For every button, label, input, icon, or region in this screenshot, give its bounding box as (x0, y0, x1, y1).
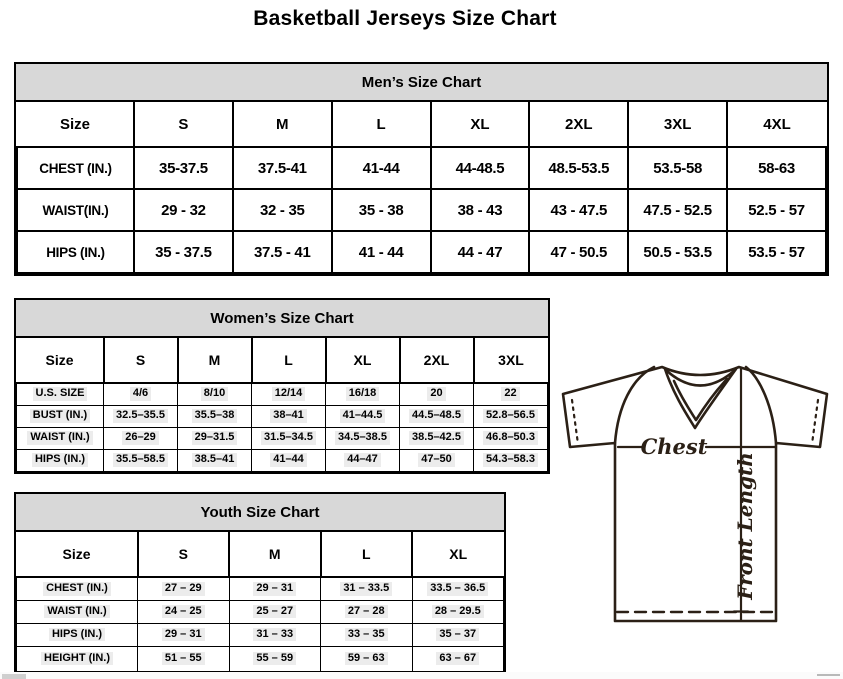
front-length-label: Front Length (733, 452, 757, 600)
size-value: 53.5 - 57 (748, 243, 805, 261)
page-title: Basketball Jerseys Size Chart (253, 7, 557, 30)
size-value: 52.8–56.5 (483, 409, 538, 423)
size-value: 51 – 55 (162, 652, 205, 666)
size-value: 35 – 37 (436, 628, 479, 642)
scrollbar-thumb-right[interactable] (817, 674, 840, 676)
size-value: 29–31.5 (192, 431, 238, 445)
column-header: Size (17, 102, 134, 147)
size-value: 8/10 (201, 387, 228, 401)
size-value: 41-44 (362, 159, 400, 177)
cuff-dash-right (812, 400, 818, 444)
size-value: 59 – 63 (345, 652, 388, 666)
size-value: 35 - 38 (358, 201, 404, 219)
size-value: 38–41 (270, 409, 307, 423)
row-label: WAIST(IN.) (42, 202, 109, 218)
size-value: 31 – 33 (253, 628, 296, 642)
table-row (17, 646, 504, 671)
size-value: 38.5–42.5 (409, 431, 464, 445)
column-header: 3XL (628, 102, 727, 147)
table-row (17, 427, 548, 449)
mens-chart-title: Men’s Size Chart (16, 64, 827, 102)
column-header: 2XL (529, 102, 628, 147)
size-value: 33 – 35 (345, 628, 388, 642)
size-value: 38 - 43 (457, 201, 503, 219)
size-value: 41–44 (270, 453, 307, 467)
column-header: 4XL (727, 102, 826, 147)
column-header: S (138, 532, 230, 577)
size-value: 35.5–38 (192, 409, 238, 423)
size-value: 4/6 (130, 387, 151, 401)
size-value: 55 – 59 (253, 652, 296, 666)
size-value: 24 – 25 (162, 605, 205, 619)
column-header: XL (412, 532, 504, 577)
size-value: 32.5–35.5 (113, 409, 168, 423)
column-header: Size (17, 338, 104, 383)
size-value: 41–44.5 (340, 409, 386, 423)
jersey-armhole-right (746, 367, 776, 443)
column-header: S (104, 338, 178, 383)
mens-size-table (16, 102, 827, 274)
size-value: 63 – 67 (436, 652, 479, 666)
column-header: 3XL (474, 338, 548, 383)
size-value: 12/14 (272, 387, 306, 401)
column-header: L (332, 102, 431, 147)
row-label: HIPS (IN.) (32, 453, 88, 467)
cuff-dash-left (572, 400, 578, 444)
row-label: CHEST (IN.) (43, 582, 111, 596)
size-value: 58-63 (758, 159, 795, 177)
size-value: 31.5–34.5 (261, 431, 316, 445)
header-row (17, 532, 504, 577)
header-row (17, 338, 548, 383)
jersey-measurement-diagram (550, 354, 843, 646)
row-label: HIPS (IN.) (46, 244, 105, 260)
table-row (17, 577, 504, 600)
table-row (17, 623, 504, 646)
size-value: 41 - 44 (358, 243, 404, 261)
table-row (17, 405, 548, 427)
column-header: M (229, 532, 321, 577)
womens-size-chart (14, 298, 550, 474)
size-value: 35.5–58.5 (113, 453, 168, 467)
size-value: 44–47 (344, 453, 381, 467)
row-label: BUST (IN.) (30, 409, 90, 423)
chest-label: Chest (640, 434, 708, 459)
size-value: 29 - 32 (161, 201, 206, 219)
row-label: HEIGHT (IN.) (41, 652, 113, 666)
table-row (17, 600, 504, 623)
column-header: L (321, 532, 413, 577)
row-label: CHEST (IN.) (39, 160, 112, 176)
table-row (17, 189, 826, 231)
size-value: 37.5-41 (257, 159, 307, 177)
size-value: 20 (427, 387, 445, 401)
size-value: 31 – 33.5 (340, 582, 392, 596)
size-value: 28 – 29.5 (432, 605, 484, 619)
youth-chart-title: Youth Size Chart (16, 494, 504, 532)
table-row (17, 147, 826, 189)
size-value: 47.5 - 52.5 (643, 201, 712, 219)
size-value: 48.5-53.5 (548, 159, 610, 177)
size-value: 38.5–41 (192, 453, 238, 467)
size-value: 44 - 47 (457, 243, 503, 261)
column-header: Size (17, 532, 138, 577)
womens-size-table (16, 338, 548, 472)
size-value: 33.5 – 36.5 (427, 582, 488, 596)
column-header: 2XL (400, 338, 474, 383)
column-header: XL (431, 102, 530, 147)
size-value: 52.5 - 57 (748, 201, 805, 219)
size-value: 26–29 (122, 431, 159, 445)
youth-size-chart (14, 492, 506, 674)
womens-chart-title: Women’s Size Chart (16, 300, 548, 338)
youth-size-table (16, 532, 504, 672)
column-header: S (134, 102, 233, 147)
size-value: 27 – 29 (162, 582, 205, 596)
size-value: 47–50 (418, 453, 455, 467)
size-value: 34.5–38.5 (335, 431, 390, 445)
size-value: 46.8–50.3 (483, 431, 538, 445)
table-row (17, 383, 548, 405)
size-value: 37.5 - 41 (254, 243, 311, 261)
table-row (17, 231, 826, 273)
row-label: HIPS (IN.) (49, 628, 105, 642)
size-value: 25 – 27 (253, 605, 296, 619)
row-label: WAIST (IN.) (27, 431, 92, 445)
table-row (17, 449, 548, 471)
size-value: 47 - 50.5 (550, 243, 608, 261)
size-value: 54.3–58.3 (483, 453, 538, 467)
size-value: 44.5–48.5 (409, 409, 464, 423)
size-value: 16/18 (346, 387, 380, 401)
size-value: 29 – 31 (162, 628, 205, 642)
size-value: 50.5 - 53.5 (643, 243, 712, 261)
mens-size-chart (14, 62, 829, 276)
size-value: 35-37.5 (159, 159, 208, 177)
column-header: M (178, 338, 252, 383)
horizontal-scrollbar[interactable] (0, 672, 843, 679)
column-header: XL (326, 338, 400, 383)
column-header: L (252, 338, 326, 383)
size-value: 44-48.5 (455, 159, 505, 177)
size-value: 32 - 35 (259, 201, 305, 219)
header-row (17, 102, 826, 147)
size-value: 35 - 37.5 (155, 243, 212, 261)
size-value: 43 - 47.5 (550, 201, 608, 219)
size-value: 53.5-58 (653, 159, 703, 177)
size-value: 27 – 28 (345, 605, 388, 619)
size-value: 22 (501, 387, 519, 401)
jersey-outline-icon (563, 367, 827, 621)
row-label: U.S. SIZE (33, 387, 88, 401)
column-header: M (233, 102, 332, 147)
size-value: 29 – 31 (253, 582, 296, 596)
row-label: WAIST (IN.) (44, 605, 109, 619)
scrollbar-thumb-left[interactable] (2, 674, 26, 679)
